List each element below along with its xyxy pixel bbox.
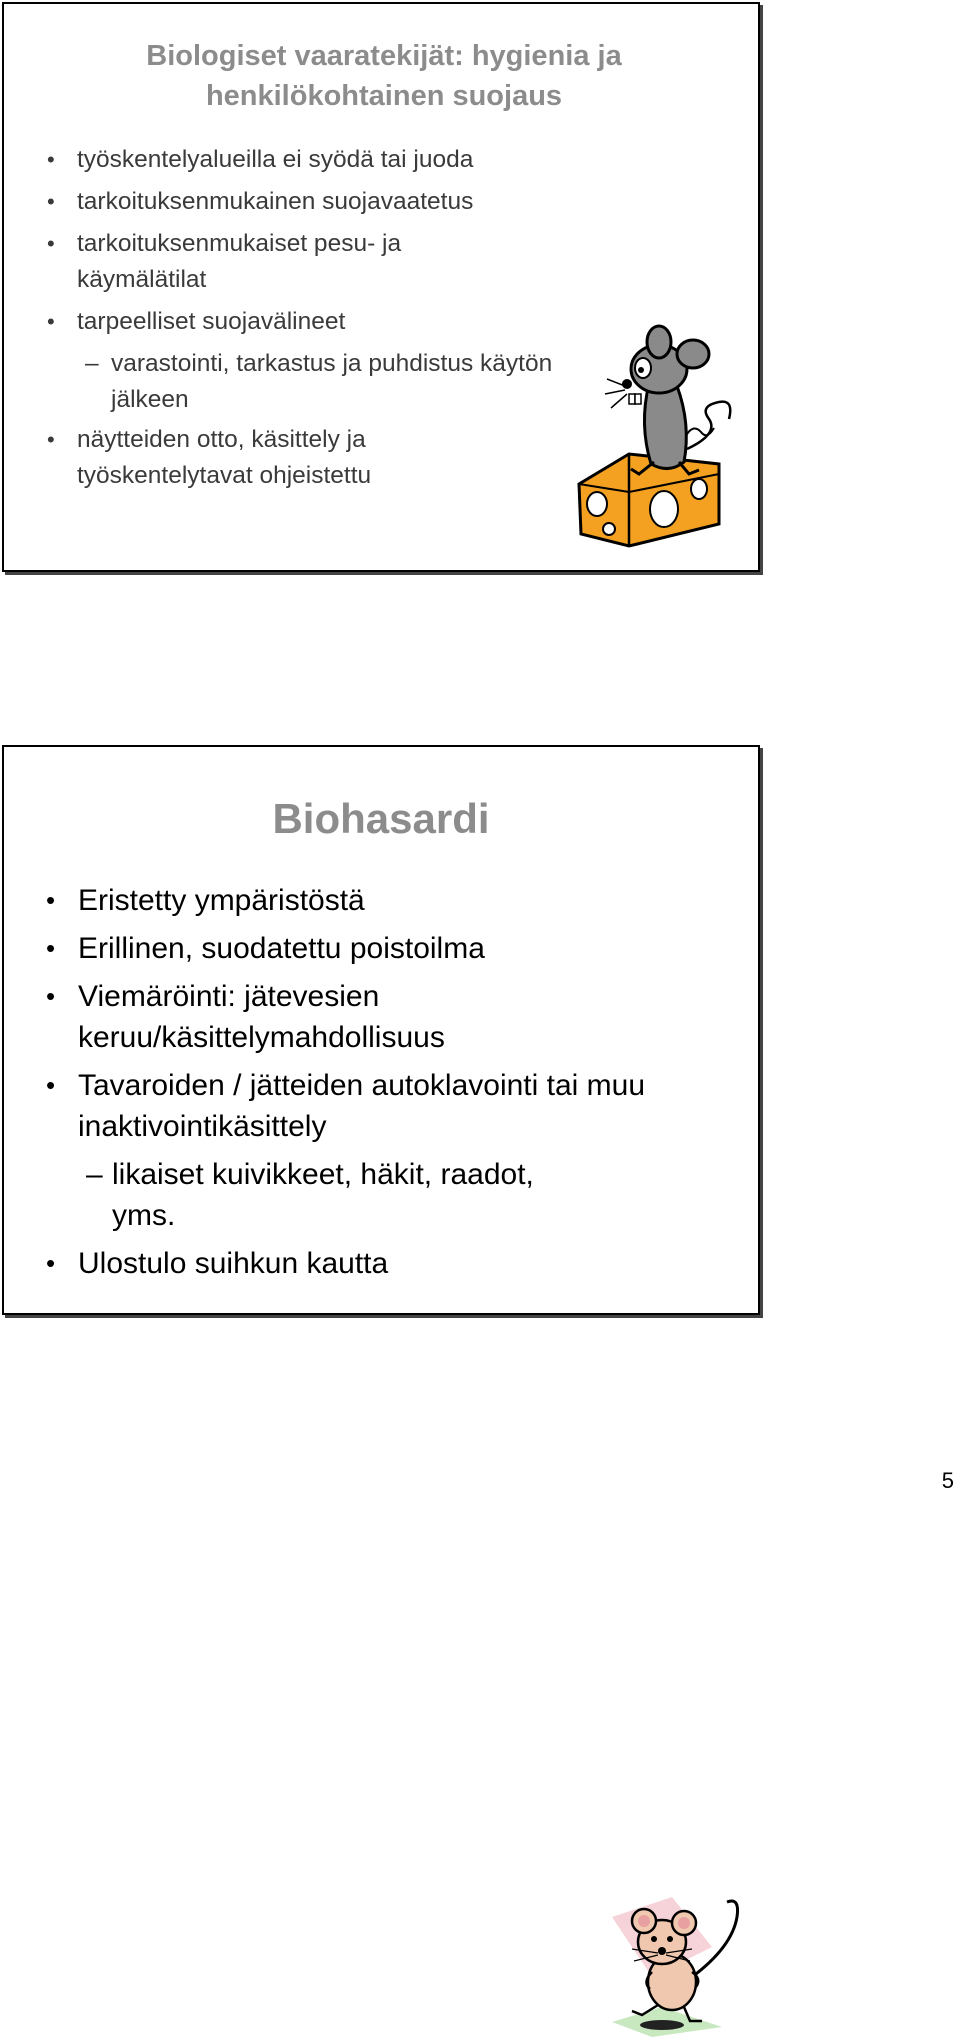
bullet-list: [77, 142, 577, 500]
bullet-item: • Erillinen, suodatettu poistoilma: [78, 928, 678, 969]
bullet-item: • Ulostulo suihkun kautta: [78, 1243, 678, 1284]
bullet-item: • tarkoituksenmukaiset pesu- ja käymälätilat: [77, 226, 497, 298]
title-line-2: henkilökohtainen suojaus: [205, 80, 563, 112]
sub-bullet-item: – likaiset kuivikkeet, häkit, raadot, yms.: [112, 1154, 592, 1236]
bullet-item: • näytteiden otto, käsittely ja työskentelytavat ohjeistettu: [77, 422, 447, 494]
dancing-mouse-icon: [592, 1887, 752, 2042]
sub-bullet-item: – varastointi, tarkastus ja puhdistus käytön jälkeen: [111, 346, 561, 418]
slide-title: Biohasardi: [272, 795, 490, 842]
bullet-item: • tarpeelliset suojavälineet: [77, 304, 577, 340]
slide-biohazard: [2, 745, 760, 1315]
slide-title: [4, 36, 764, 116]
bullet-item: • tarkoituksenmukainen suojavaatetus: [77, 184, 577, 220]
bullet-item: • Viemäröinti: jätevesien keruu/käsittelymahdollisuus: [78, 976, 538, 1058]
mouse-on-cheese-icon: [569, 324, 749, 549]
bullet-item: • työskentelyalueilla ei syödä tai juoda: [77, 142, 577, 178]
bullet-item: • Eristetty ympäristöstä: [78, 880, 678, 921]
title-line-1: Biologiset vaaratekijät: hygienia ja: [146, 40, 622, 72]
slide-hygiene: [2, 2, 760, 572]
bullet-list: [78, 880, 678, 1291]
page-number: 5: [941, 1468, 954, 1493]
bullet-item: • Tavaroiden / jätteiden autoklavointi tai muu inaktivointikäsittely: [78, 1065, 658, 1147]
